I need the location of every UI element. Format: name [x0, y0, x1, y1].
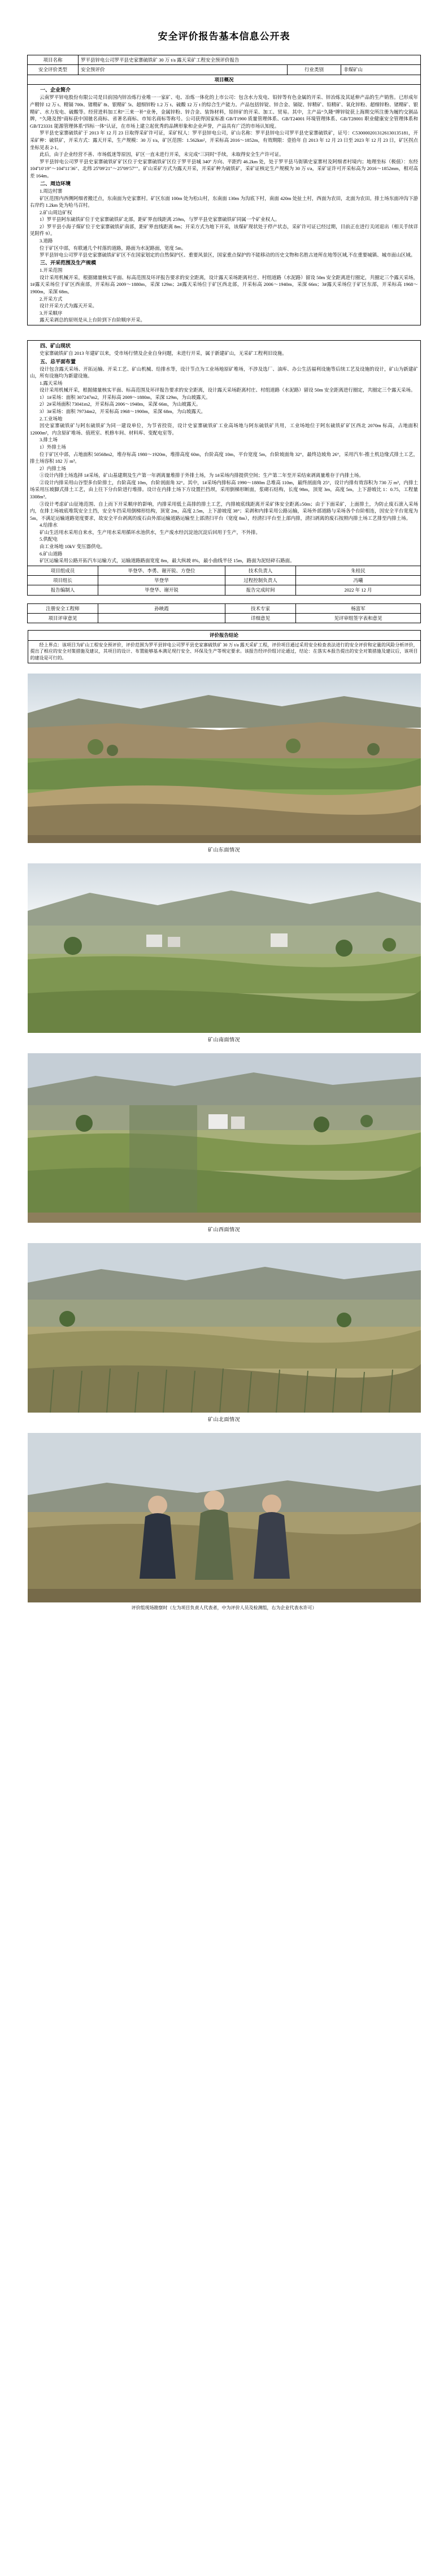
heading-environment: 二、周边环境: [40, 180, 71, 186]
dump-internal-title: 2）内排土场: [39, 465, 66, 471]
photo-west: [28, 1053, 421, 1223]
env-2-paragraph-2: 2）罗平县小海子煤矿位于史家寨硫铁矿南部，距矿界直线距离 8m；开采方式为地下开采，该煤矿现状处于停产状态，采矿许可证已经过期，目前正在进行关闭退出（相关手续详见附件 9）。: [30, 223, 418, 237]
open-pit-title: 1.露天采场: [39, 380, 63, 386]
env-3-title: 3.道路: [40, 238, 53, 244]
tech-lead-label: 技术负责人: [225, 566, 295, 575]
overview-body: [28, 84, 421, 325]
team-members-value: 毕登华、李勇、谢开锐、方登位: [98, 566, 225, 575]
table-row: [28, 603, 421, 613]
scope-3-title: 3.开采顺序: [40, 310, 63, 316]
photo-block-north: [28, 1243, 421, 1431]
table-row: [28, 614, 421, 623]
team-members-label: 项目组成员: [27, 566, 98, 575]
dump-internal-item-3: ③设计考虑矿山征地范围、自上而下开采顺序的影响，内排采用低土高排的排土工艺，内排坡底线距离开采矿体安全距离≥50m；由于下面采矿，上面排土，为防止废石滚入采场内，在排土场坡底堆筑安全土挡，安全车挡采用倒梯形结构，顶宽 2m，高度 2.5m，上下游坡度 38°；采剥和内排采用公路运输，采场外部道路与采场各个台阶相连，因安全平台宽度为 5m，不满足运输道路宽度要求，故安全平台剥离的废石由外部运输道路运输至上部清扫平台（宽度 8m），经清扫平台至上部内排，清扫剥离的废石按照内排土场工艺排至内排土场。: [29, 501, 419, 521]
photo-caption-west: 矿山西面情况: [207, 1227, 240, 1233]
industrial-site-title: 2.工业场地: [39, 415, 63, 422]
power-supply-paragraph: 由工业场地 10kV 变压器供电。: [39, 544, 106, 550]
heading-layout: 五、总平面布置: [40, 358, 76, 364]
scope-3-paragraph: 露天采剥总的原则是从上台阶到下台阶顺序开采。: [40, 317, 146, 323]
open-pit-item-2: 2）2#采场面积 73041m2，开采标高 2006～1940m，采深 66m，为山坡露天。: [39, 401, 201, 407]
env-2-paragraph-1: 1）罗平县阿东硫铁矿位于史家寨硫铁矿北部，距矿界直线距离 259m，与罗平县史家寨硫铁矿同属一个矿业权人。: [40, 216, 280, 223]
detail-opinion-label: 详细意见: [225, 614, 296, 623]
company-paragraph-4: 罗平县锌电公司罗平县史家寨硫铁矿矿区位于史家寨硫铁矿区位于罗平县城 340º 方向、平距约 46.2km 处，处于罗平县马街镇史家寨村及阿细者村境内；地理坐标（极值）：东经 104º10′19″～104º11′36″、北纬 25º09′21″～25º09′57″″。矿山采矿方式为露天开采，开采矿种为硫铁矿，采矿证核定生产规模为 30 万 t/a，采矿证许可开采标高为 2016～1852mm，相对高差 164m。: [30, 158, 418, 179]
tech-lead-value: 朱桂民: [295, 566, 420, 575]
report-author-value: 毕登华、谢开锐: [98, 585, 225, 595]
tech-expert-value: 杨富军: [296, 603, 421, 613]
dump-title: 3.排土场: [39, 437, 58, 443]
photo-east: [28, 674, 421, 843]
photo-caption-north: 矿山北面情况: [207, 1417, 240, 1423]
section-gap: [0, 325, 448, 340]
process-control-value: 冯曦: [295, 576, 420, 585]
industry-value: 非煤矿山: [341, 65, 421, 75]
report-date-label: 报告完成时间: [225, 585, 295, 595]
open-pit-paragraph: 设计采用机械开采，根据储量核实平面、标高范围及环评报告要求的安全距离，设计露天采场距离村庄、村组道路（水泥路）留设 50m 安全距离进行圈定，共圈定三个露天采场。: [39, 387, 416, 393]
review-opinion-value: [98, 614, 225, 623]
env-2-title: 2.矿山周边矿权: [40, 209, 72, 215]
industry-label: 行业类别: [288, 65, 341, 75]
env-3-paragraph-1: 位于矿区中部，有联通几个村落的道路，路面为水泥路面，宽度 5m。: [40, 245, 186, 251]
table-row: [27, 566, 420, 575]
dump-external-title: 1）外排土场: [39, 444, 66, 450]
detail-opinion-value: 见评审组签字表和意见: [296, 614, 421, 623]
report-author-label: 报告编制人: [27, 585, 98, 595]
scope-2-paragraph: 设计开采方式为露天开采。: [40, 303, 98, 309]
table-row: [27, 585, 420, 595]
photo-block-east: [28, 674, 421, 861]
photo-block-west: [28, 1053, 421, 1241]
photo-gallery: [28, 674, 421, 1602]
table-row: [28, 65, 421, 75]
photo-survey-team: [28, 1433, 421, 1602]
bottom-caption: 评价组现场勘察时（左为项目负责人代表者，中为评价人员及检测组，右为企业代表水许可）: [131, 1605, 317, 1611]
env-3-paragraph-2: 罗平县锌电公司罗平县史家寨硫铁矿矿区不在国家划定的自然保护区、重要风景区，国家重点保护的不能移动的历史文物和名胜古迹所在地等区域,不在重要城镇、城市面山区域。: [40, 252, 416, 258]
heading-scope: 三、开采范围及生产规模: [40, 260, 97, 266]
company-paragraph-2: 罗平县史家寨硫铁矿于 2013 年 12 月 23 日取得采矿许可证，采矿权人：罗平县锌电公司，矿山名称：罗平县锌电公司罗平县史家寨硫铁矿，证号：C5300002013126130135181，开采矿种：硫铁矿，开采方式：露天开采，生产规模：30 万 t/a，矿区范围：1.562km²，开采标高 2016～1852m，有效期限：壹拾年 自 2013 年 12 月 23 日至 2023 年 12 月 23 日，矿区拐点坐标见表 2-1。: [30, 130, 418, 150]
photo-block-south: [28, 863, 421, 1051]
project-name-value: 罗平县锌电公司罗平县史家寨硫铁矿 30 万 t/a 露天采矿工程安全预评价报告: [79, 55, 421, 65]
section-gap-2: [0, 596, 448, 603]
layout-paragraph: 设计包含露天采场、开拓运输、开采工艺、矿山机械、给排水等，设计节点为工业场地原矿堆场，不涉及选厂、油库、办公生活福利设施等后续工艺及设施的设计，矿山为新建矿山，所有设施均为新建设施。: [29, 366, 419, 379]
mine-road-title: 6.矿山道路: [39, 550, 63, 557]
project-info-table: [27, 55, 421, 325]
overview2-body: [27, 340, 420, 566]
industrial-site-paragraph: 因史家寨硫铁矿与阿东硫铁矿为同一建设单位，为节省投资，设计史家寨硫铁矿工业高场地与阿东硫铁矿共用，工业场地位于阿东硫铁矿矿区西北 2070m 标高，占地面积 12000m²，内含原矿堆场、值班室、机修车间、材料库、变配电室等。: [29, 423, 419, 436]
eval-type-value: 安全预评价: [79, 65, 288, 75]
dump-internal-item-1: ①设计内排土场选择 1#采场，矿山基建期及生产第一年剥离量堆排于外排土场，为 1#采场内排提供空间；生产第二年至开采结束剥离量堆存于内排土场。: [39, 472, 364, 479]
table-row: [28, 631, 420, 640]
table-row: [28, 75, 421, 84]
dump-external-paragraph: 位于矿区中部，占地面积 50568m2，堆存标高 1980～1920m，堆排高度 60m，台阶高度 10m，平台宽度 5m，台阶坡面角 32°，最终边坡角 26°，采用汽车-推土机边缘式排土工艺，排土场容积 182 万 m³。: [29, 451, 419, 464]
registered-engineer-label: 注册安全工程师: [28, 603, 98, 613]
env-1-paragraph: 矿区范围内西侧阿细者搬迁点，东南面为史家寨村。矿区东面 100m 处为松山村，东南面 130m 为沟底下村，南面 420m 处扯土村，西面为农田，北面为农田。排土场东面冲沟下游右岸约 1.2km 处为哈马召村。: [30, 195, 418, 208]
heading-mine-status: 四、矿山现状: [40, 343, 71, 349]
tech-expert-label: 技术专家: [225, 603, 296, 613]
section-gap-3: [0, 623, 448, 630]
project-lead-label: 项目组长: [27, 576, 98, 585]
table-row: [28, 640, 420, 663]
table-row: [28, 55, 421, 65]
power-supply-title: 5.供配电: [39, 536, 58, 542]
project-name-label: 项目名称: [28, 55, 79, 65]
conclusion-table: [28, 630, 421, 663]
process-control-label: 过程控制负责人: [225, 576, 295, 585]
heading-company: 一、企业简介: [40, 87, 71, 93]
page-title: 安全评价报告基本信息公开表: [158, 31, 290, 42]
scope-1-title: 1.开采范围: [40, 267, 63, 273]
photo-south: [28, 863, 421, 1033]
company-paragraph-3: 此后，由于企业经营不善、市场低迷等原因，矿区一直未进行开采，未完成“三同时”手续，未取得安全生产许可证。: [40, 151, 284, 158]
water-supply-title: 4.给排水: [39, 522, 58, 528]
conclusion-title: 评价报告结论: [28, 631, 420, 640]
open-pit-item-1: 1）1#采场：面积 307247m2，开采标高 2009～1880m，采深 129m，为山坡露天。: [39, 394, 211, 400]
table-row: [27, 576, 420, 585]
open-pit-item-3: 3）3#采场：面积 79734m2，开采标高 1968～1900m，采深 68m，为山坡露天。: [39, 409, 206, 415]
conclusion-paragraph: 经上界点：该项目为矿山工程安全预评价，评价范围为罗平县锌电公司罗平县史家寨硫铁矿 30 万 t/a 露天采矿工程，评价项目通过采用安全检查表法进行的安全评价和定量的风险分析评价，提出了相应的安全对策措施及建议，其项目的设计、布置能够基本满足现行安全、环保及生产等规定要求。该报告经评价组讨论通过，结论：在落实本报告提出的安全对策措施及建议后，该项目的建设是可行的。: [30, 642, 418, 661]
company-paragraph-1: 云南罗平锌电股份有限公司是目前国内锌冶炼行业唯一一家矿、电、冶炼一体化的上市公司：包含水力发电、铅锌等有色金属的开采、锌冶炼及其延伸产品的生产销售。已形成年产精锌 12 万 t、精镉 700t、锗精矿 8t、银精矿 5t、超细锌粉 1.2 万 t、硫酸 12 万 t 的综合生产能力。产品包括锌锭、锌合金、镉锭、锌精矿、铅精矿、氧化锌粉、超细锌粉、锗精矿、银精矿、水力发电、硫酸等。经营进料加工和“三来一补”业务，金属锌粉、锌合金、装饰材料，铅锌矿的开采、加工、贸易。其中，主产品“久隆”牌锌锭获上海期交所注册为履约交割品牌，“久隆及图”商标获中国驰名商标、省著名商标、市知名商标等称号。公司获得国家标准 GB/T1900 质量管理体系、GB/T24001 环境管理体系、GB/T28001 职业健康安全管理体系和 GB/T23331 能源管理体系“四标一体”认证，在市场上建立起优秀的品牌形象和企业声誉，产品具有广泛的市场认知度。: [30, 94, 418, 129]
conclusion-body: [28, 640, 420, 663]
review-table: [27, 603, 421, 624]
mine-road-paragraph: 矿区运输采用公路开拓汽车运输方式，运输道路路面宽度 8m，最大纵坡 8%，最小曲线半径 15m，路面为泥结碎石路面。: [39, 558, 295, 564]
scope-2-title: 2.开采方式: [40, 296, 63, 302]
photo-block-survey: [28, 1433, 421, 1602]
overview-section-title: 项目概况: [28, 75, 421, 84]
photo-north: [28, 1243, 421, 1413]
env-1-title: 1.周边村寨: [40, 188, 63, 194]
table-row: [28, 84, 421, 325]
report-date-value: 2022 年 12 月: [295, 585, 420, 595]
table-row: [27, 340, 420, 566]
dump-internal-item-2: ②设计内排采用山谷型多台阶排土，台阶高度 10m，台阶剖面角 32°。其中，1#采场内排标高 1990～1880m 总堆高 110m，最终剖面角 25°，设计内排有效容积为 730 万 m³，内排土场采用压坡脚式排土工艺，由上往下分台阶进行堆排。设计在内排土场下方设置拦挡坝，采用倒梯形断面，浆砌石结构，长度 98m，顶宽 3m，高度 5m，上下游坡比 1：0.75，工程量 3308m³。: [29, 479, 419, 499]
mine-status-paragraph: 史家寨硫铁矿自 2013 年建矿以来，受市场行情及企业自身问题，未进行开采，属于新建矿山，无采矿工程利旧设施。: [39, 350, 287, 357]
review-opinion-label: 项目评审意见: [28, 614, 98, 623]
water-supply-paragraph: 矿山生活用水采用自来水，生产用水采用循环水池供水，生产废水经沉淀池沉淀后回用于生产，不外排。: [39, 529, 260, 535]
photo-caption-east: 矿山东面情况: [207, 847, 240, 853]
overview-continued-table: [27, 340, 421, 596]
photo-caption-south: 矿山南面情况: [207, 1037, 240, 1043]
eval-type-label: 安全评价类型: [28, 65, 79, 75]
project-lead-value: 毕登华: [98, 576, 225, 585]
scope-1-paragraph: 设计采用机械开采，根据储量核实平面、标高范围及环评报告要求的安全距离，设计露天采场距离村庄、村组道路（水泥路）留设 50m 安全距离进行圈定，共圈定三个露天采场，1#露天采场位于矿区西南部，开采标高 2009～1880m，采深 129m；2#露天采场位于矿区西北部，开采标高 2006～1940m，采深 66m；3#露天采场位于矿区东部，开采标高 1968～1900m，采深 68m。: [30, 274, 418, 295]
registered-engineer-value: 孙映霞: [98, 603, 225, 613]
